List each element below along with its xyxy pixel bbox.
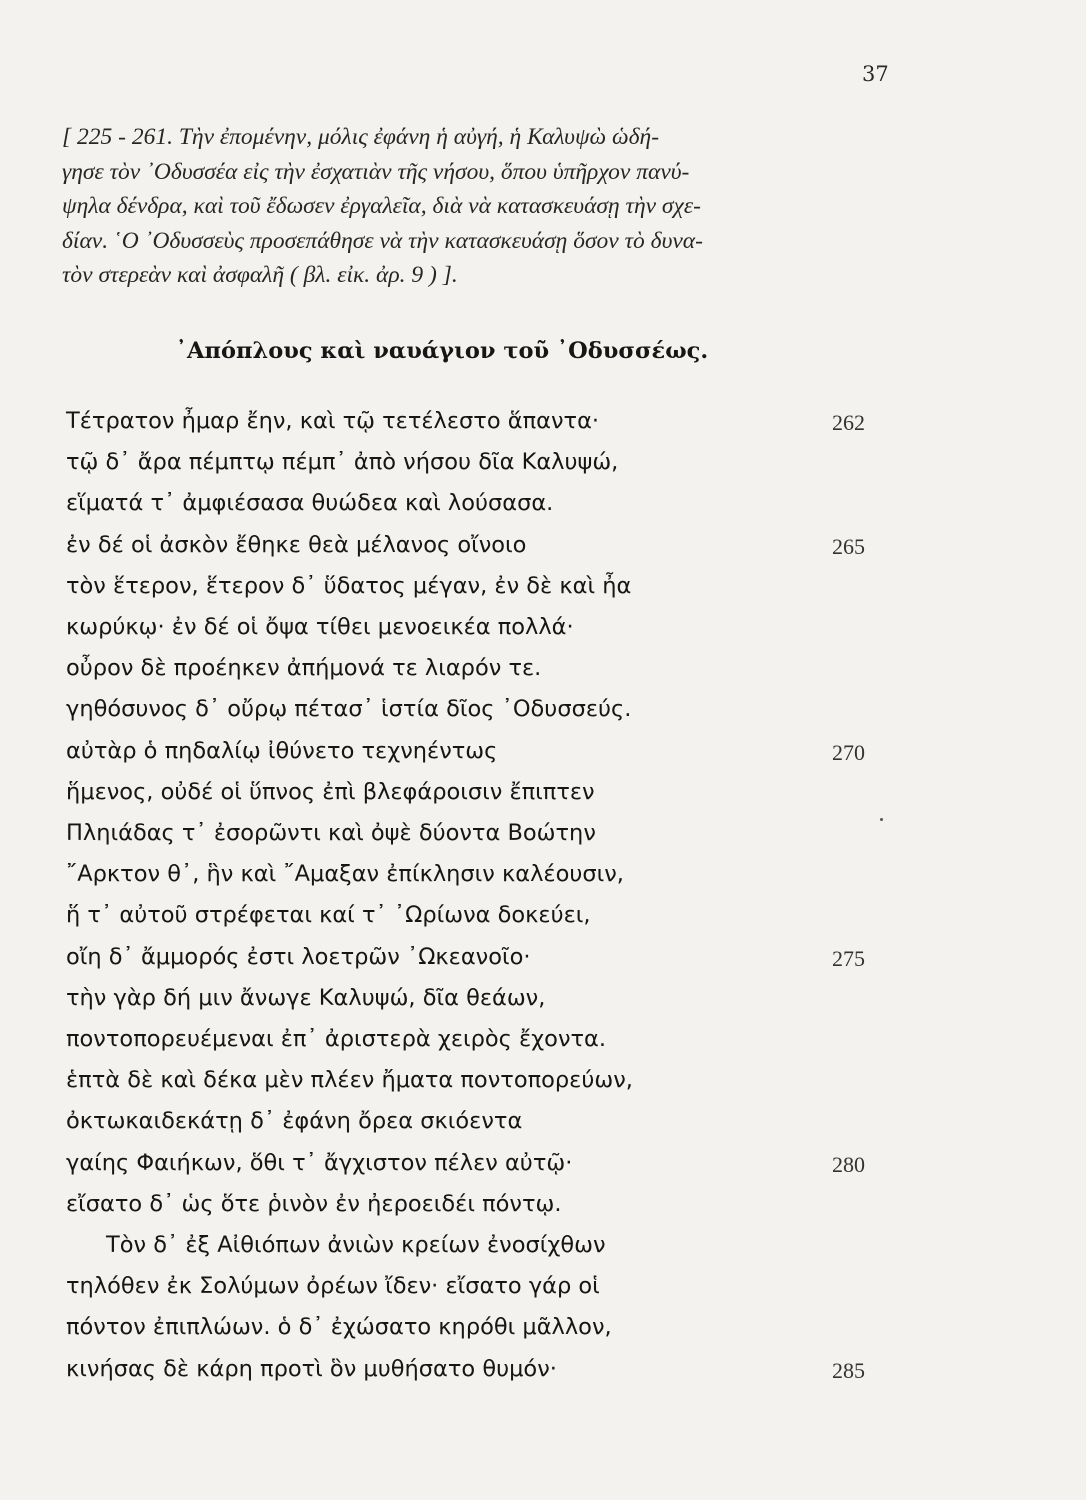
summary-line: ψηλα δένδρα, καὶ τοῦ ἔδωσεν ἐργαλεῖα, διὰ νὰ κατασκευάσῃ τὴν σχε- [62, 193, 701, 219]
verse-line: τὴν γὰρ δή μιν ἄνωγε Καλυψώ, δῖα θεάων, [66, 985, 546, 1011]
verse-line: τὸν ἕτερον, ἕτερον δ᾿ ὕδατος μέγαν, ἐν δὲ καὶ ἦα [66, 573, 632, 599]
verse-line: αὐτὰρ ὁ πηδαλίῳ ἰθύνετο τεχνηέντως [66, 738, 498, 764]
verse-line: ἐν δέ οἱ ἀσκὸν ἔθηκε θεὰ μέλανος οἴνοιο [66, 532, 527, 558]
line-number: 275 [832, 946, 865, 971]
verse-line: εἴσατο δ᾿ ὡς ὅτε ῥινὸν ἐν ἠεροειδέι πόντῳ. [66, 1191, 562, 1217]
verse-line: ἥμενος, οὐδέ οἱ ὕπνος ἐπὶ βλεφάροισιν ἔπιπτεν [66, 779, 595, 805]
verse-line: κωρύκῳ· ἐν δέ οἱ ὄψα τίθει μενοεικέα πολλά· [66, 614, 574, 640]
verse-line: Τέτρατον ἦμαρ ἔην, καὶ τῷ τετέλεστο ἅπαντα· [66, 408, 600, 434]
verse-line: τηλόθεν ἐκ Σολύμων ὀρέων ἴδεν· εἴσατο γάρ οἱ [66, 1273, 600, 1299]
verse-line: εἵματά τ᾿ ἀμφιέσασα θυώδεα καὶ λούσασα. [66, 490, 554, 516]
verse-line: ποντοπορευέμεναι ἐπ᾿ ἀριστερὰ χειρὸς ἔχοντα. [66, 1026, 607, 1052]
summary-line: δίαν. ῾Ο ᾿Οδυσσεὺς προσεπάθησε νὰ τὴν κατασκευάσῃ ὅσον τὸ δυνα- [62, 227, 703, 254]
verse-line: ἑπτὰ δὲ καὶ δέκα μὲν πλέεν ἤματα ποντοπορεύων, [66, 1067, 633, 1093]
verse-line: Πληιάδας τ᾿ ἐσορῶντι καὶ ὀψὲ δύοντα Βοώτην [66, 820, 596, 846]
verse-line: Τὸν δ᾿ ἐξ Αἰθιόπων ἀνιὼν κρείων ἐνοσίχθων [106, 1232, 606, 1258]
verse-line: πόντον ἐπιπλώων. ὁ δ᾿ ἐχώσατο κηρόθι μᾶλλον, [66, 1314, 612, 1340]
verse-line: κινήσας δὲ κάρη προτὶ ὃν μυθήσατο θυμόν· [66, 1356, 557, 1382]
verse-line: ἥ τ᾿ αὐτοῦ στρέφεται καί τ᾿ ᾿Ωρίωνα δοκεύει, [66, 902, 591, 928]
summary-line: [ 225 - 261. Τὴν ἐπομένην, μόλις ἐφάνη ἡ αὐγή, ἡ Καλυψὼ ὡδή- [62, 124, 660, 150]
line-number: 262 [832, 410, 865, 435]
section-heading: ᾿Απόπλους καὶ ναυάγιον τοῦ ᾿Οδυσσέως. [175, 338, 709, 364]
line-number: 280 [832, 1152, 865, 1177]
verse-line: οὖρον δὲ προέηκεν ἀπήμονά τε λιαρόν τε. [66, 655, 542, 681]
line-number: 285 [832, 1358, 865, 1383]
verse-line: γηθόσυνος δ᾿ οὔρῳ πέτασ᾿ ἱστία δῖος ᾿Οδυσσεύς. [66, 696, 632, 722]
verse-line: τῷ δ᾿ ἄρα πέμπτῳ πέμπ᾿ ἀπὸ νήσου δῖα Καλυψώ, [66, 449, 619, 475]
summary-line: γησε τὸν ᾿Οδυσσέα εἰς τὴν ἐσχατιὰν τῆς νήσου, ὅπου ὑπῆρχον πανύ- [62, 158, 690, 185]
print-speck [880, 818, 883, 821]
verse-line: ὀκτωκαιδεκάτῃ δ᾿ ἐφάνη ὄρεα σκιόεντα [66, 1108, 523, 1134]
page-number: 37 [862, 62, 889, 86]
verse-line: οἴη δ᾿ ἄμμορός ἐστι λοετρῶν ᾿Ωκεανοῖο· [66, 944, 531, 970]
verse-line: ῎Αρκτον θ᾿, ἣν καὶ ῎Αμαξαν ἐπίκλησιν καλέουσιν, [66, 861, 624, 887]
line-number: 270 [832, 740, 865, 765]
verse-line: γαίης Φαιήκων, ὅθι τ᾿ ἄγχιστον πέλεν αὐτῷ· [66, 1150, 573, 1176]
line-number: 265 [832, 534, 865, 559]
summary-line: τὸν στερεὰν καὶ ἀσφαλῆ ( βλ. εἰκ. ἀρ. 9 ) ]. [62, 262, 458, 288]
summary-note [62, 120, 932, 293]
